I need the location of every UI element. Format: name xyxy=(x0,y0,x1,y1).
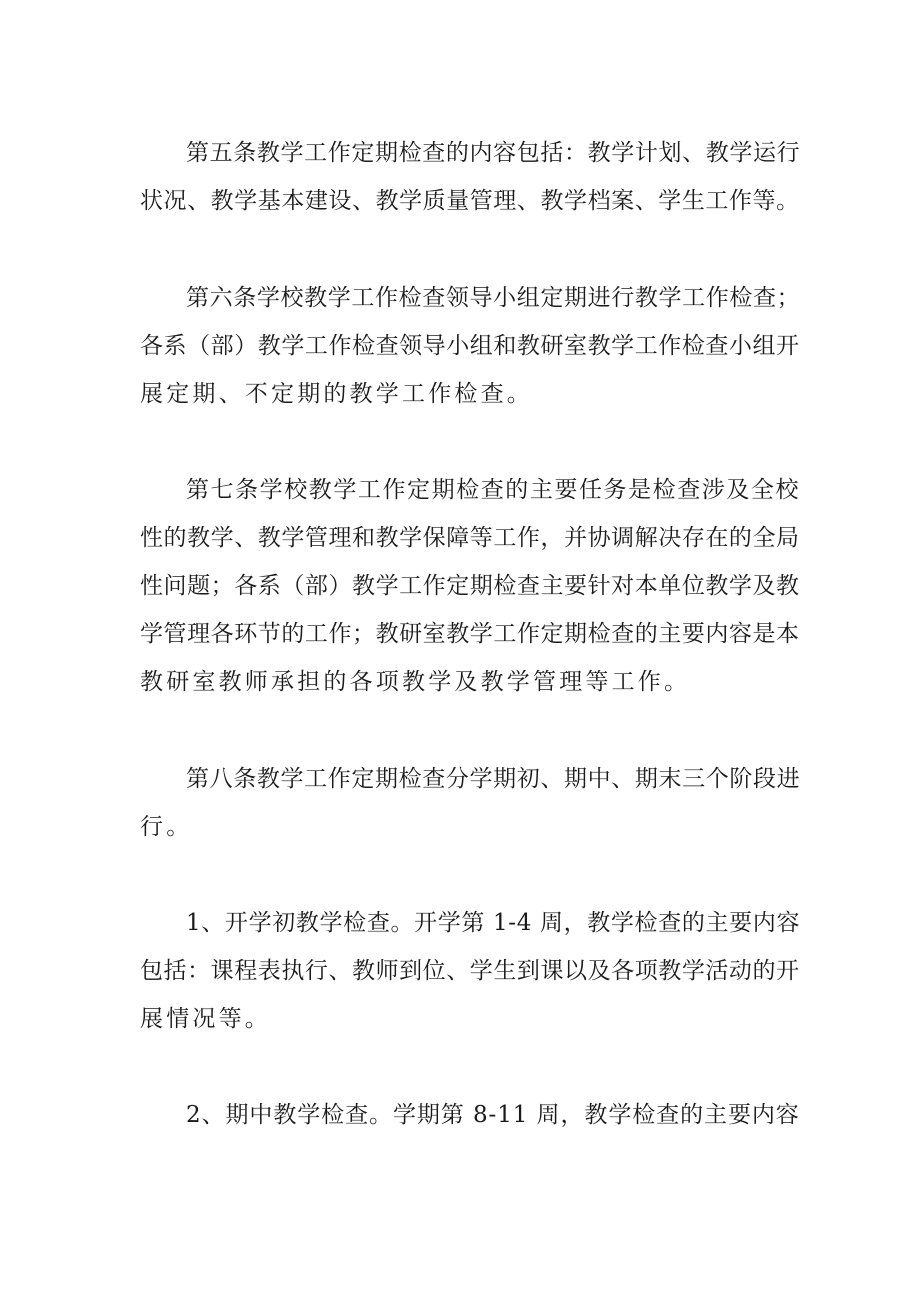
text-line: 1、开学初教学检查。开学第 1-4 周，教学检查的主要内容 xyxy=(186,910,801,936)
text-line: 展定期、不定期的教学工作检查。 xyxy=(140,381,533,407)
text-line: 第五条教学工作定期检查的内容包括：教学计划、教学运行 xyxy=(186,140,801,166)
text-line: 第八条教学工作定期检查分学期初、期中、期末三个阶段进 xyxy=(186,766,801,792)
text-line: 2、期中教学检查。学期第 8-11 周，教学检查的主要内容 xyxy=(186,1102,800,1128)
text-line: 第七条学校教学工作定期检查的主要任务是检查涉及全校 xyxy=(186,477,800,503)
text-line: 展情况等。 xyxy=(140,1006,271,1032)
text-line: 性问题；各系（部）教学工作定期检查主要针对本单位教学及教 xyxy=(140,573,800,599)
text-line: 教研室教师承担的各项教学及教学管理等工作。 xyxy=(140,669,691,695)
text-line: 行。 xyxy=(140,814,193,840)
text-line: 包括：课程表执行、教师到位、学生到课以及各项教学活动的开 xyxy=(140,958,800,984)
text-line: 各系（部）教学工作检查领导小组和教研室教学工作检查小组开 xyxy=(140,333,800,359)
text-line: 性的教学、教学管理和教学保障等工作，并协调解决存在的全局 xyxy=(140,525,800,551)
text-line: 状况、教学基本建设、教学质量管理、教学档案、学生工作等。 xyxy=(140,188,800,214)
text-line: 学管理各环节的工作；教研室教学工作定期检查的主要内容是本 xyxy=(140,621,800,647)
text-line: 第六条学校教学工作检查领导小组定期进行教学工作检查； xyxy=(186,285,801,311)
